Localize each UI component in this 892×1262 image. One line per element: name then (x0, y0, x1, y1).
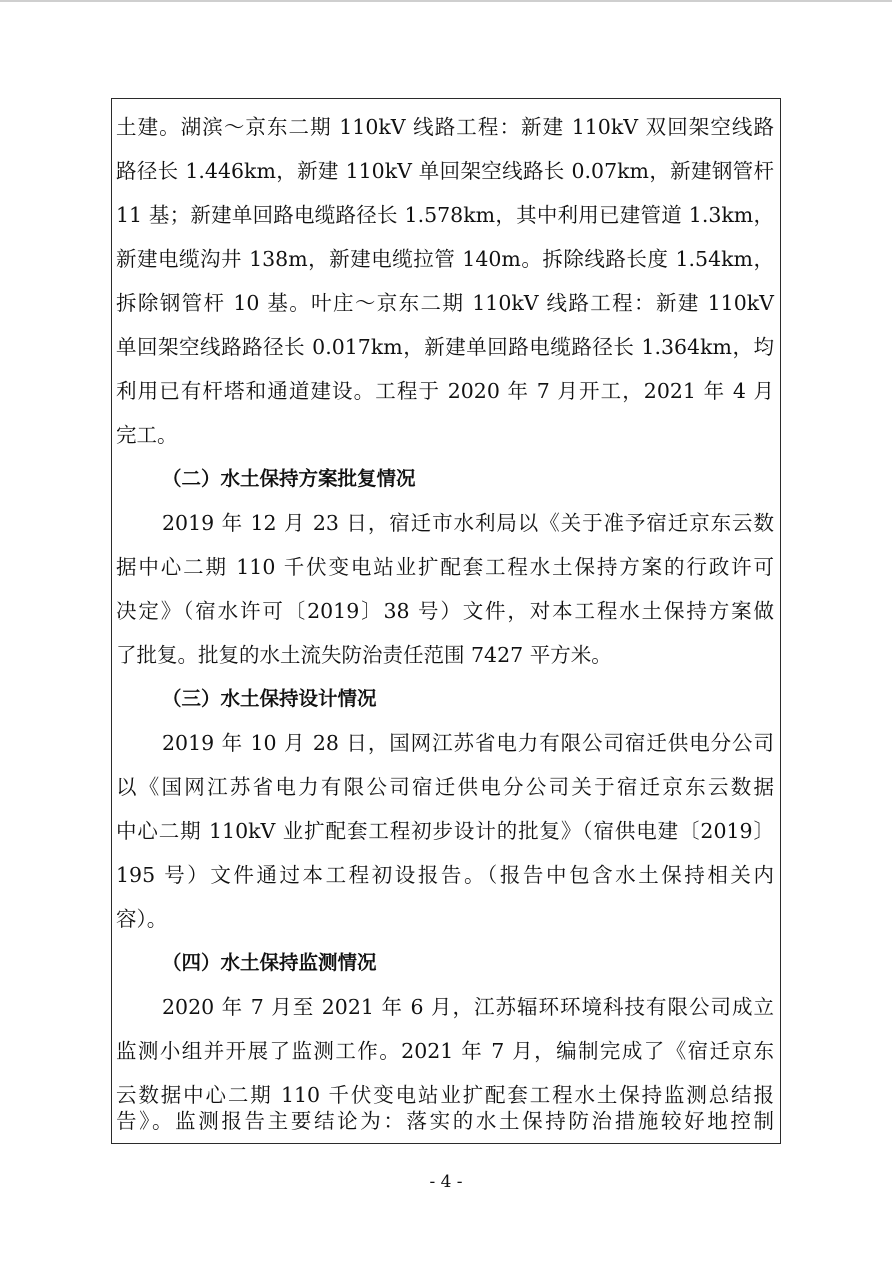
paragraph-first-line: 2019 年 10 月 28 日，国网江苏省电力有限公司宿迁供电分公司 (162, 731, 774, 755)
section-heading: （三）水土保持设计情况 (162, 687, 377, 710)
text-line: 新建电缆沟井 138m，新建电缆拉管 140m。拆除线路长度 1.54km， (116, 247, 774, 271)
text-line: 单回架空线路路径长 0.017km，新建单回路电缆路径长 1.364km，均 (116, 335, 774, 359)
page-number: - 4 - (429, 1172, 463, 1192)
text-line: 云数据中心二期 110 千伏变电站业扩配套工程水土保持监测总结报 (116, 1083, 774, 1107)
section-heading: （二）水土保持方案批复情况 (162, 467, 416, 490)
text-line: 土建。湖滨～京东二期 110kV 线路工程：新建 110kV 双回架空线路 (116, 115, 774, 139)
text-line: 利用已有杆塔和通道建设。工程于 2020 年 7 月开工，2021 年 4 月 (116, 379, 774, 403)
text-line: 以《国网江苏省电力有限公司宿迁供电分公司关于宿迁京东云数据 (116, 775, 774, 799)
section-heading: （四）水土保持监测情况 (162, 951, 377, 974)
page-top-edge (0, 0, 892, 2)
text-line: 了批复。批复的水土流失防治责任范围 7427 平方米。 (116, 643, 612, 667)
text-line: 决定》（宿水许可〔2019〕38 号）文件，对本工程水土保持方案做 (116, 599, 774, 623)
paragraph-first-line: 2019 年 12 月 23 日，宿迁市水利局以《关于准予宿迁京东云数 (162, 511, 774, 535)
text-line: 监测小组并开展了监测工作。2021 年 7 月，编制完成了《宿迁京东 (116, 1039, 774, 1063)
text-line: 据中心二期 110 千伏变电站业扩配套工程水土保持方案的行政许可 (116, 555, 774, 579)
document-frame (111, 98, 781, 1144)
text-line: 完工。 (116, 423, 178, 447)
text-line: 拆除钢管杆 10 基。叶庄～京东二期 110kV 线路工程：新建 110kV (116, 291, 774, 315)
paragraph-first-line: 2020 年 7 月至 2021 年 6 月，江苏辐环环境科技有限公司成立 (162, 995, 774, 1019)
text-line: 容）。 (116, 907, 168, 931)
text-line: 告》。监测报告主要结论为：落实的水土保持防治措施较好地控制 (116, 1109, 774, 1133)
text-line: 路径长 1.446km，新建 110kV 单回架空线路长 0.07km，新建钢管杆 (116, 159, 774, 183)
text-line: 11 基；新建单回路电缆路径长 1.578km，其中利用已建管道 1.3km， (116, 203, 774, 227)
text-line: 195 号）文件通过本工程初设报告。（报告中包含水土保持相关内 (116, 863, 774, 887)
text-line: 中心二期 110kV 业扩配套工程初步设计的批复》（宿供电建〔2019〕 (116, 819, 774, 843)
